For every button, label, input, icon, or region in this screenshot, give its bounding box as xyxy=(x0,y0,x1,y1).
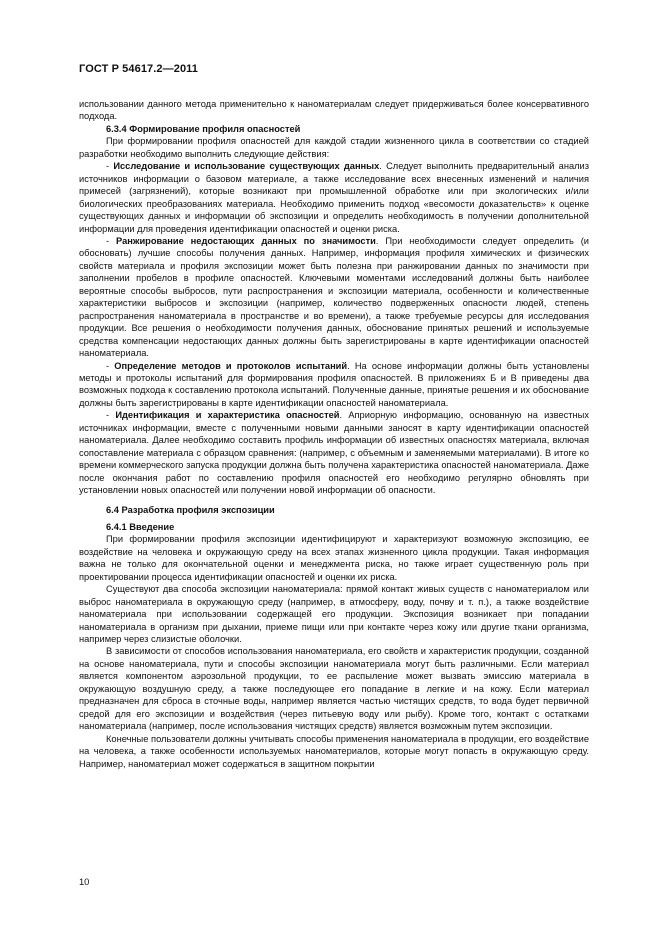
heading-6-4-1: 6.4.1 Введение xyxy=(106,521,175,532)
paragraph-exposure-routes: В зависимости от способов использования наноматериала, его свойств и характеристик продукции, созданной на основе наноматериала, пути и способы экспозиции наноматериала могут быть различными. Если материал является компонентом аэрозольной продукции, то ее распыление может вызвать эмиссию материала в окружающую воздушную среду, а также последующее его попадание в легкие и на кожу. Если материал предназначен для сброса в сточные воды, например является частью чистящих средств, то вода будет первичной средой для его экспозиции и воздействия (через питьевую воду или рыбу). Кроме того, контакт с остатками наноматериала (например, после использования чистящих средств) является возможным путем экспозиции. xyxy=(79,646,589,732)
list-item-title: Определение методов и протоколов испытаний xyxy=(114,360,348,371)
list-item-ranking-missing-data: - Ранжирование недостающих данных по значимости. При необходимости следует определить (и обосновать) лучшие способы получения данных. Например, информация профиля химических и физических свойств материала и профиля экспозиции может быть полезна при ранжировании данных по значимости при заполнении пробелов в профиле опасностей. Ключевыми моментами исследований должны быть наиболее вероятные способы выбросов, пути распространения и экспозиции материала, особенности и количественные характеристики выбросов и экспозиции (например, количество подверженных опасности людей, степень распространения наноматериала в пространстве и во времени), а также требуемые ресурсы для исследования продукции. Все решения о необходимости получения данных, обоснование принятых решений и используемые средства компенсации недостающих данных должны быть зарегистрированы в карте идентификации опасностей наноматериала. xyxy=(79,235,589,359)
list-item-test-methods: - Определение методов и протоколов испытаний. На основе информации должны быть установлены методы и протоколы испытаний для формирования профиля опасностей. В приложениях Б и В приведены два возможных подхода к составлению протокола испытаний. Полученные данные, принятые решения и их обоснование должны быть зарегистрированы в карте идентификации опасностей наноматериала. xyxy=(79,360,590,408)
paragraph-exposure-ways: Существуют два способа экспозиции наноматериала: прямой контакт живых существ с наноматериалом или выброс наноматериала в окружающую среду (например, в атмосферу, воду, почву и т. п.), а также воздействие наноматериала при использовании содержащей его продукции. Экспозиция возникает при попадании наноматериала в организм при дыхании, приеме пищи или при контакте через кожу или другие ткани организма, например через слизистые оболочки. xyxy=(79,584,589,645)
list-item-title: Ранжирование недостающих данных по значимости xyxy=(115,235,376,246)
list-item-title: Идентификация и характеристика опасностей xyxy=(115,410,340,421)
list-item-hazard-identification: - Идентификация и характеристика опасностей. Априорную информацию, основанную на известных источниках информации, вместе с полученными новыми данными заносят в карту идентификации опасностей наноматериала. Далее необходимо составить профиль информации об известных опасностях материала, включая сопоставление материала с образцом сравнения: (например, с объемным и заменяемыми материалами). В итоге ко времени коммерческого запуска продукции должна быть получена характеристика опасностей наноматериала. Даже после окончания работ по составлению профиля опасностей его необходимо регулярно обновлять при установлении новых опасностей или получении новой информации об опасности. xyxy=(79,410,589,496)
page-header-standard-id: ГОСТ Р 54617.2—2011 xyxy=(79,63,199,75)
paragraph-hazard-profile-intro: При формировании профиля опасностей для каждой стадии жизненного цикла в соответствии со стадией разработки необходимо выполнить следующие действия: xyxy=(79,136,589,159)
heading-6-4: 6.4 Разработка профиля экспозиции xyxy=(106,504,275,515)
paragraph-end-users: Конечные пользователи должны учитывать способы применения наноматериала в продукции, его воздействие на человека, а также особенности используемых наноматериалов, которые могут попасть в окружающую среду. Например, наноматериал может содержаться в защитном покрытии xyxy=(79,733,589,769)
heading-6-3-4: 6.3.4 Формирование профиля опасностей xyxy=(106,123,301,134)
list-item-existing-data: - Исследование и использование существующих данных. Следует выполнить предварительный анализ источников информации о базовом материале, а также исследование всех внесенных изменений и наличия примесей (загрязнений), которые возникают при промышленной обработке или при экологических и/или биологических преобразованиях материала. Необходимо применить подход «весомости доказательств» к оценке существующих данных и информации об экспозиции и определить необходимость в получении дополнительной информации для проведения идентификации опасностей и оценки риска. xyxy=(79,161,590,234)
list-item-title: Исследование и использование существующих данных xyxy=(113,161,380,172)
page-body xyxy=(79,98,589,770)
paragraph-continuation: использовании данного метода применительно к наноматериалам следует придерживаться более консервативного подхода. xyxy=(79,99,589,122)
page-number: 10 xyxy=(79,877,90,887)
paragraph-exposure-profile: При формировании профиля экспозиции идентифицируют и характеризуют возможную экспозицию, ее воздействие на человека и окружающую среду на всех этапах жизненного цикла продукции. Такая информация важна не только для окончательной оценки и менеджмента риска, но также играет существенную роль при проектировании процесса идентификации опасностей и оценки их риска. xyxy=(79,534,589,582)
